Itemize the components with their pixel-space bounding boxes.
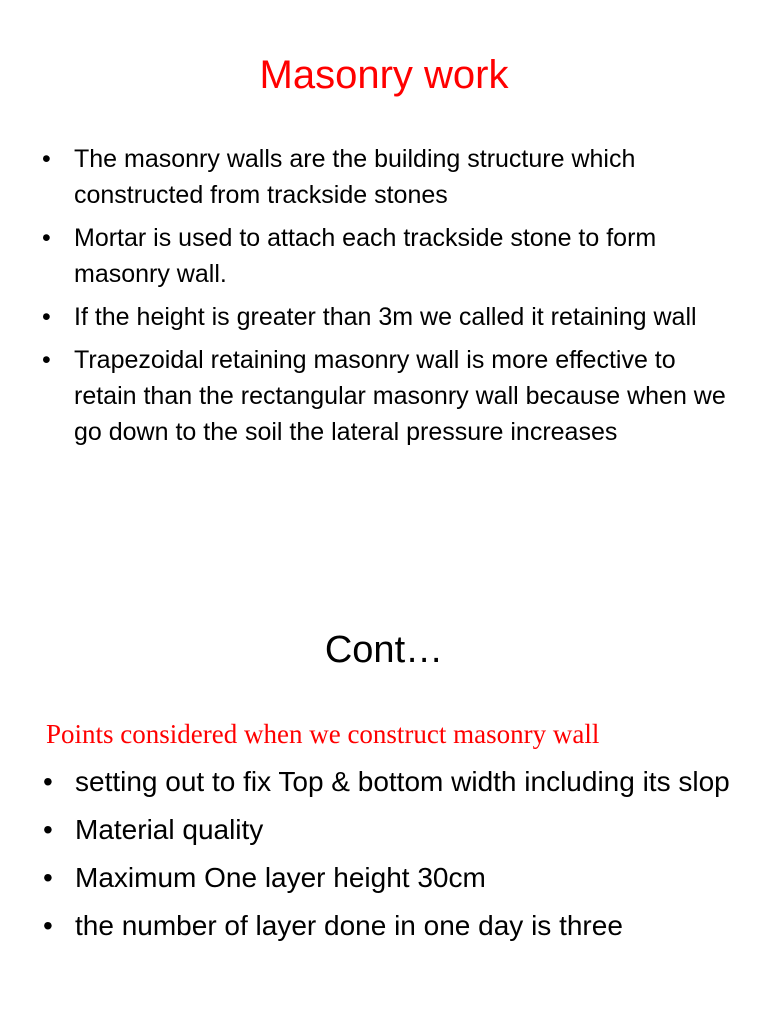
bullet-text: Material quality	[75, 814, 264, 845]
slide-1-title: Masonry work	[259, 53, 509, 97]
list-item	[43, 809, 743, 850]
slide-2-title: Cont…	[324, 629, 444, 671]
bullet-icon: •	[42, 224, 51, 252]
list-item	[42, 141, 742, 213]
list-item	[43, 761, 743, 802]
slide-1-bullet-list	[42, 141, 742, 457]
list-item	[42, 342, 742, 450]
slide-2-subheading: Points considered when we construct masonry wall	[46, 719, 600, 749]
bullet-icon: •	[42, 303, 51, 331]
bullet-icon: •	[42, 145, 51, 173]
bullet-icon: •	[43, 862, 53, 893]
bullet-text: setting out to fix Top & bottom width including its slop	[75, 766, 730, 797]
bullet-icon: •	[43, 766, 53, 797]
list-item	[42, 299, 742, 335]
bullet-icon: •	[43, 910, 53, 941]
list-item	[42, 220, 742, 292]
bullet-icon: •	[42, 346, 51, 374]
bullet-text: If the height is greater than 3m we called it retaining wall	[74, 303, 697, 331]
bullet-text: the number of layer done in one day is three	[75, 910, 623, 941]
list-item	[43, 857, 743, 898]
bullet-text: The masonry walls are the building structure which constructed from trackside stones	[74, 145, 636, 209]
bullet-text: Mortar is used to attach each trackside stone to form masonry wall.	[74, 224, 657, 288]
slide-2-bullet-list	[43, 761, 743, 953]
bullet-text: Maximum One layer height 30cm	[75, 862, 486, 893]
list-item	[43, 905, 743, 946]
bullet-icon: •	[43, 814, 53, 845]
slide-2	[0, 512, 768, 1024]
bullet-text: Trapezoidal retaining masonry wall is more effective to retain than the rectangular masonry wall because when we go down to the soil the lateral pressure increases	[74, 346, 726, 446]
